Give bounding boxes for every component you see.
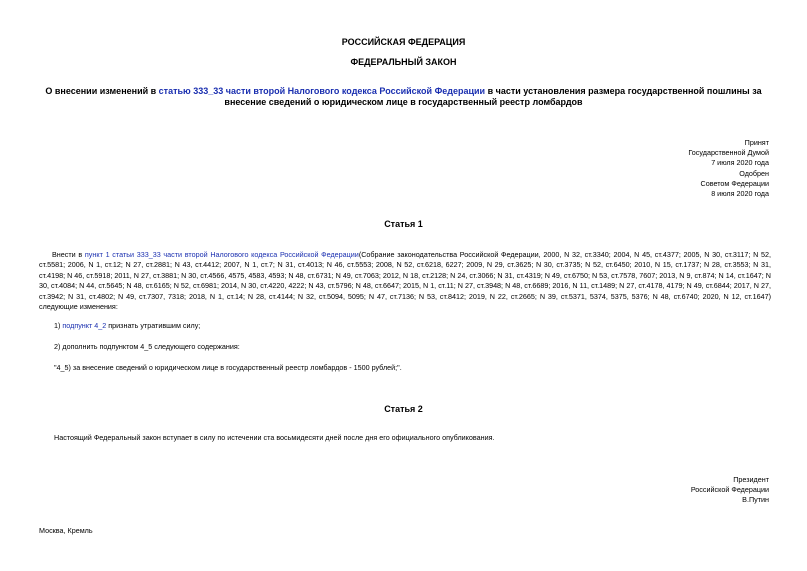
article1-heading: Статья 1 [384,219,423,229]
adopted-by: Государственной Думой [688,148,769,158]
article2-text: Настоящий Федеральный закон вступает в силу по истечении ста восьмидесяти дней после дня его официального опубликования. [54,433,495,442]
signature-block [691,475,769,506]
law-type-heading: ФЕДЕРАЛЬНЫЙ ЗАКОН [350,57,457,67]
law-title-line1: О внесении изменений в статью 333_33 части второй Налогового кодекса Российской Федерации в части установления размера государственной пошлины за [45,86,762,96]
subpoint-4-2-link[interactable]: подпункт 4_2 [62,321,107,330]
country-heading: РОССИЙСКАЯ ФЕДЕРАЦИЯ [341,37,466,47]
tax-code-point-link[interactable]: пункт 1 статьи 333_33 части второй Налогового кодекса Российской Федерации [84,250,359,259]
signature-title: Президент [733,475,769,484]
signature-country: Российской Федерации [690,485,769,495]
article1-item2: 2) дополнить подпунктом 4_5 следующего содержания: [54,342,240,351]
article1-item1: 1) подпункт 4_2 признать утратившим силу; [54,321,201,330]
article1-item3: "4_5) за внесение сведений о юридическом лице в государственный реестр ломбардов - 1500 рублей;". [54,363,402,372]
law-title-line2: внесение сведений о юридическом лице в государственный реестр ломбардов [224,97,583,107]
approved-label: Одобрен [739,168,769,178]
approved-date: 8 июля 2020 года [711,189,769,199]
adopted-date: 7 июля 2020 года [711,158,769,168]
article1-intro: Внести в пункт 1 статьи 333_33 части второй Налогового кодекса Российской Федерации(Собрание законодательства Российской Федерации, 2000, N 32, ст.3340; 2004, N 45, ст.4377; 2005, N 30, ст.3117; N 52, ст.5581; 2006, N 1, ст.12; N 27, ст.2881; N 43, ст.4412; 2007, N 1, ст.7; N 31, ст.4013; N 46, ст.5553; 2008, N 52, ст.6218, 6227; 2009, N 29, ст.3625; N 30, ст.3735; N 52, ст.6450; 2010, N 15, ст.1737; N 28, ст.3553; N 31, ст.4198; N 46, ст.5918; 2011, N 27, ст.3881; N 30, ст.4566, 4575, 4583, 4593; N 48, ст.6731; N 49, ст.7063; 2012, N 18, ст.2128; N 24, ст.3066; N 31, ст.4319; N 49, ст.6750; N 53, ст.7578, 7607; 2013, N 9, ст.874; N 14, ст.1647; N 30, ст.4084; N 44, ст.5645; N 48, ст.6165; N 52, ст.6981; 2014, N 30, ст.4220, 4222; N 43, ст.5796; N 48, ст.6647; 2015, N 1, ст.11; N 27, ст.3948; N 48, ст.6689; 2016, N 11, ст.1489; N 27, ст.4178, 4179; N 49, ст.6844; 2017, N 27, ст.3942; N 31, ст.4802; N 49, ст.7307, 7318; 2018, N 1, ст.14; N 28, ст.4144; N 32, ст.5094, 5095; N 47, ст.7136; N 53, ст.8412; 2019, N 22, ст.2665; N 39, ст.5371, 5374, 5375, 5376; N 48, ст.6740; 2020, N 12, ст.1647) следующие изменения: [39,250,771,312]
article2-heading: Статья 2 [384,404,423,414]
place-of-signing: Москва, Кремль [39,526,93,535]
approved-by: Советом Федерации [700,178,769,188]
adoption-block [688,138,769,199]
signature-name: В.Путин [742,495,769,505]
law-title [0,86,807,108]
adopted-label: Принят [744,138,769,147]
tax-code-article-link[interactable]: статью 333_33 части второй Налогового кодекса Российской Федерации [158,86,486,96]
